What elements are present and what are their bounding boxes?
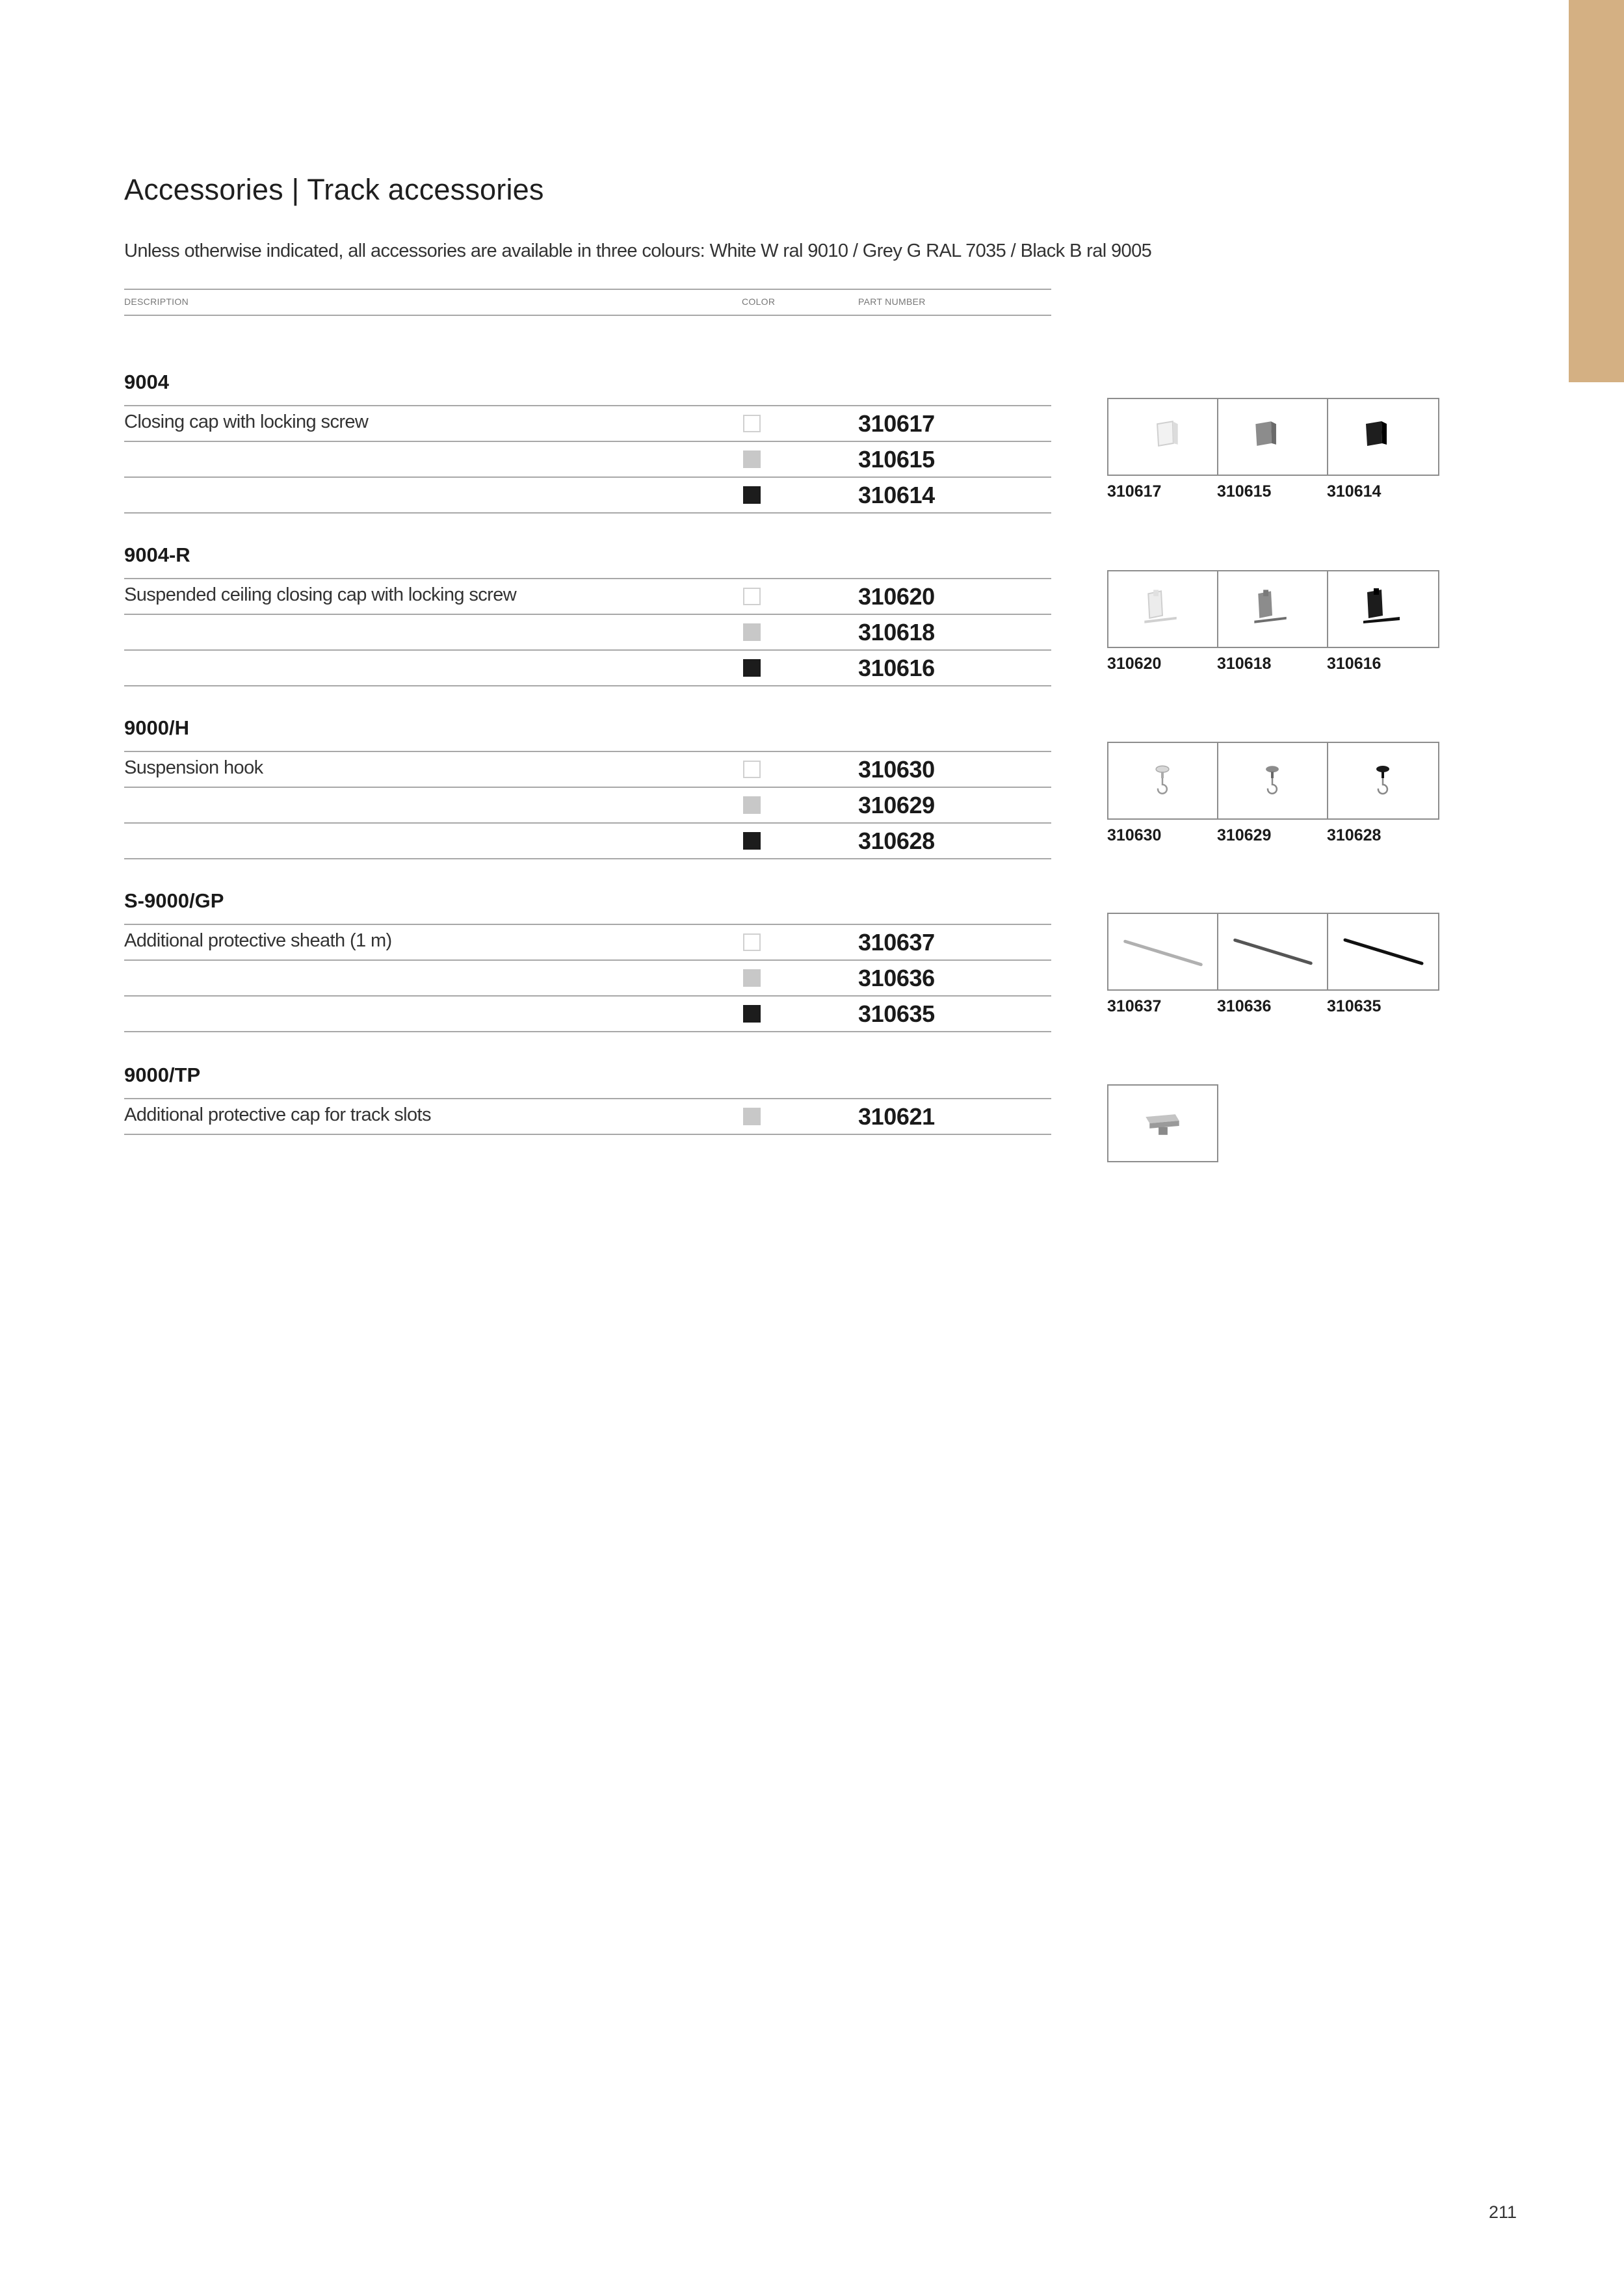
grey-swatch [743, 1108, 761, 1125]
thumbnail-labels [1107, 655, 1437, 673]
end-cap-icon [1108, 399, 1218, 475]
product-thumbnails [1107, 570, 1439, 648]
thumbnail-label: 310635 [1327, 997, 1382, 1015]
thumbnail-label: 310620 [1107, 655, 1162, 673]
part-number: 310636 [858, 965, 935, 991]
white-swatch [743, 415, 761, 432]
variant-row [124, 751, 1051, 787]
variant-row [124, 578, 1051, 614]
part-number: 310616 [858, 655, 935, 681]
black-swatch [743, 659, 761, 677]
table-header [124, 289, 1051, 316]
header-description: DESCRIPTION [124, 296, 189, 307]
part-number: 310635 [858, 1000, 935, 1027]
product-description: Additional protective sheath (1 m) [124, 930, 392, 951]
sheath-icon [1108, 914, 1218, 989]
black-swatch [743, 486, 761, 504]
variant-row [124, 441, 1051, 476]
black-swatch [743, 832, 761, 850]
white-swatch [743, 761, 761, 778]
part-number: 310637 [858, 929, 935, 956]
part-number: 310618 [858, 619, 935, 646]
end-cap-icon [1328, 399, 1438, 475]
hook-icon [1108, 743, 1218, 818]
part-number: 310615 [858, 446, 935, 473]
variant-list [124, 924, 1051, 1032]
variant-row [124, 787, 1051, 822]
black-swatch [743, 1005, 761, 1023]
thumbnail-label: 310618 [1217, 655, 1272, 673]
end-cap-icon [1218, 399, 1328, 475]
part-number: 310617 [858, 410, 935, 437]
part-number: 310621 [858, 1103, 935, 1130]
product-code: 9000/H [124, 716, 189, 739]
sheath-icon [1218, 914, 1328, 989]
thumbnail-label: 310628 [1327, 826, 1382, 844]
slot-cap-icon [1108, 1086, 1217, 1161]
product-code: 9004-R [124, 543, 190, 566]
header-color: COLOR [742, 296, 776, 307]
thumbnail-label: 310629 [1217, 826, 1272, 844]
variant-list [124, 405, 1051, 514]
variant-row [124, 476, 1051, 514]
variant-row [124, 1098, 1051, 1135]
product-thumbnails [1107, 913, 1439, 991]
product-description: Closing cap with locking screw [124, 411, 369, 432]
part-number: 310628 [858, 828, 935, 854]
thumbnail-label: 310636 [1217, 997, 1272, 1015]
variant-list [124, 578, 1051, 686]
variant-row [124, 995, 1051, 1032]
section-tab [1569, 0, 1624, 382]
part-number: 310630 [858, 756, 935, 783]
product-code: 9000/TP [124, 1063, 201, 1086]
product-code: 9004 [124, 371, 169, 393]
thumbnail-labels [1107, 482, 1437, 501]
product-thumbnails [1107, 1084, 1218, 1162]
thumbnail-label: 310617 [1107, 482, 1162, 501]
part-number: 310614 [858, 482, 935, 508]
product-thumbnails [1107, 742, 1439, 820]
part-number: 310620 [858, 583, 935, 610]
header-part-number: PART NUMBER [858, 296, 926, 307]
ceiling-cap-icon [1218, 571, 1328, 647]
grey-swatch [743, 450, 761, 468]
product-description: Additional protective cap for track slots [124, 1104, 431, 1125]
variant-row [124, 405, 1051, 441]
variant-list [124, 751, 1051, 859]
grey-swatch [743, 796, 761, 814]
product-code: S-9000/GP [124, 889, 224, 912]
product-description: Suspended ceiling closing cap with locking screw [124, 584, 517, 605]
thumbnail-labels [1107, 997, 1437, 1016]
thumbnail-label: 310614 [1327, 482, 1382, 501]
grey-swatch [743, 623, 761, 641]
ceiling-cap-icon [1108, 571, 1218, 647]
variant-row [124, 924, 1051, 959]
white-swatch [743, 588, 761, 605]
hook-icon [1218, 743, 1328, 818]
product-thumbnails [1107, 398, 1439, 476]
hook-icon [1328, 743, 1438, 818]
thumbnail-label: 310616 [1327, 655, 1382, 673]
variant-row [124, 959, 1051, 995]
variant-row [124, 614, 1051, 649]
variant-list [124, 1098, 1051, 1135]
intro-text: Unless otherwise indicated, all accessories are available in three colours: White W ral 9010 / Grey G RAL 7035 / Black B ral 9005 [124, 241, 1152, 261]
variant-row [124, 822, 1051, 859]
page-number: 211 [1489, 2202, 1517, 2222]
variant-row [124, 649, 1051, 686]
part-number: 310629 [858, 792, 935, 818]
thumbnail-labels [1107, 826, 1437, 845]
thumbnail-label: 310615 [1217, 482, 1272, 501]
white-swatch [743, 933, 761, 951]
sheath-icon [1328, 914, 1438, 989]
ceiling-cap-icon [1328, 571, 1438, 647]
page-title: Accessories | Track accessories [124, 173, 544, 206]
thumbnail-label: 310637 [1107, 997, 1162, 1015]
thumbnail-label: 310630 [1107, 826, 1162, 844]
product-description: Suspension hook [124, 757, 263, 778]
grey-swatch [743, 969, 761, 987]
